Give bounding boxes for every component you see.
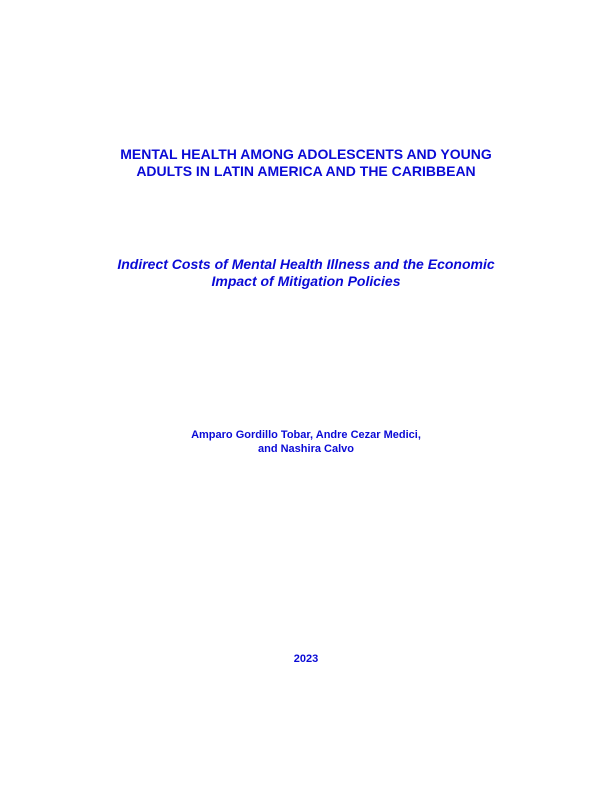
subtitle-line-1: Indirect Costs of Mental Health Illness and the Economic	[117, 256, 495, 272]
subtitle-line-2: Impact of Mitigation Policies	[211, 273, 401, 289]
document-subtitle	[0, 256, 612, 290]
authors-line-2: and Nashira Calvo	[258, 443, 354, 455]
publication-year: 2023	[293, 653, 319, 665]
title-line-2: ADULTS IN LATIN AMERICA AND THE CARIBBEAN	[136, 163, 476, 179]
document-title	[0, 146, 612, 180]
title-line-1: MENTAL HEALTH AMONG ADOLESCENTS AND YOUNG	[120, 146, 492, 162]
authors-line-1: Amparo Gordillo Tobar, Andre Cezar Medici,	[191, 429, 421, 441]
document-authors	[0, 428, 612, 456]
